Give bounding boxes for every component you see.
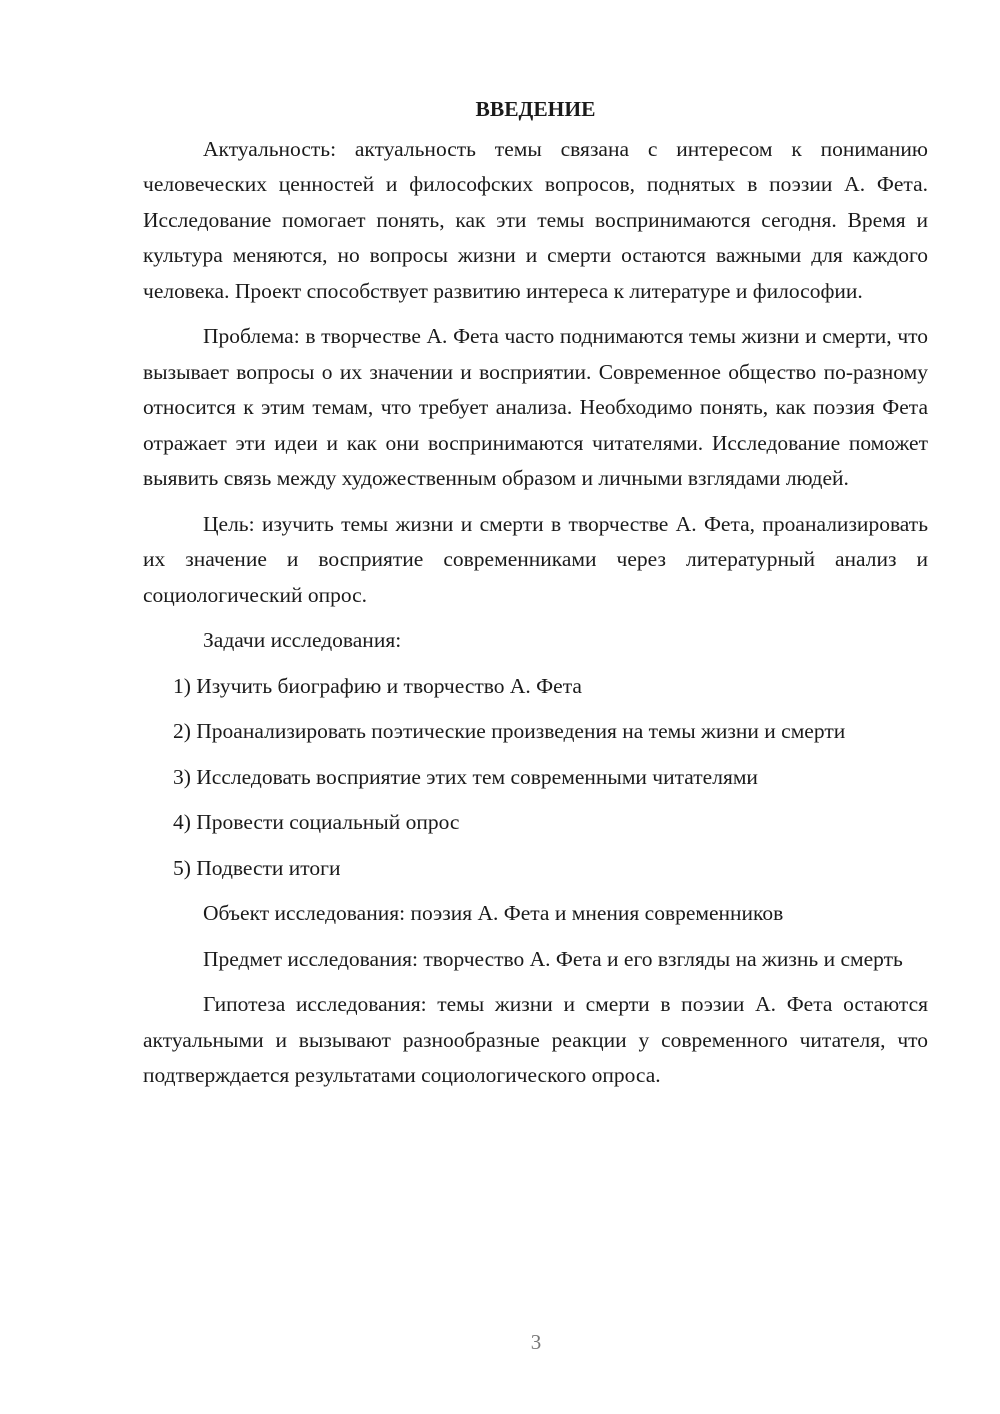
page-title: ВВЕДЕНИЕ bbox=[475, 97, 596, 121]
relevance-paragraph: Актуальность: актуальность темы связана с интересом к пониманию человеческих ценностей и философских вопросов, поднятых в поэзии А. Фета. Исследование помогает понять, как эти темы воспринимаются сегодня. Время и культура меняются, но вопросы жизни и смерти остаются важными для каждого человека. Проект способствует развитию интереса к литературе и философии. bbox=[143, 136, 928, 303]
subject-paragraph: Предмет исследования: творчество А. Фета и его взгляды на жизнь и смерть bbox=[203, 946, 903, 971]
task-item: 5) Подвести итоги bbox=[173, 855, 341, 880]
goal-paragraph: Цель: изучить темы жизни и смерти в творчестве А. Фета, проанализировать их значение и восприятие современниками через литературный анализ и социологический опрос. bbox=[143, 511, 928, 607]
page-number: 3 bbox=[530, 1330, 542, 1354]
problem-paragraph: Проблема: в творчестве А. Фета часто поднимаются темы жизни и смерти, что вызывает вопросы о их значении и восприятии. Современное общество по-разному относится к этим темам, что требует анализа. Необходимо понять, как поэзия Фета отражает эти идеи и как они воспринимаются читателями. Исследование поможет выявить связь между художественным образом и личными взглядами людей. bbox=[143, 324, 928, 490]
hypothesis-paragraph: Гипотеза исследования: темы жизни и смерти в поэзии А. Фета остаются актуальными и вызывают разнообразные реакции у современного читателя, что подтверждается результатами социологического опроса. bbox=[143, 992, 928, 1087]
task-item: 3) Исследовать восприятие этих тем современными читателями bbox=[173, 764, 758, 789]
task-item: 4) Провести социальный опрос bbox=[173, 810, 460, 834]
tasks-heading: Задачи исследования: bbox=[203, 628, 402, 652]
task-item: 2) Проанализировать поэтические произведения на темы жизни и смерти bbox=[173, 719, 846, 743]
document-page bbox=[143, 92, 928, 1094]
task-item: 1) Изучить биографию и творчество А. Фета bbox=[173, 673, 582, 698]
object-paragraph: Объект исследования: поэзия А. Фета и мнения современников bbox=[203, 901, 784, 925]
